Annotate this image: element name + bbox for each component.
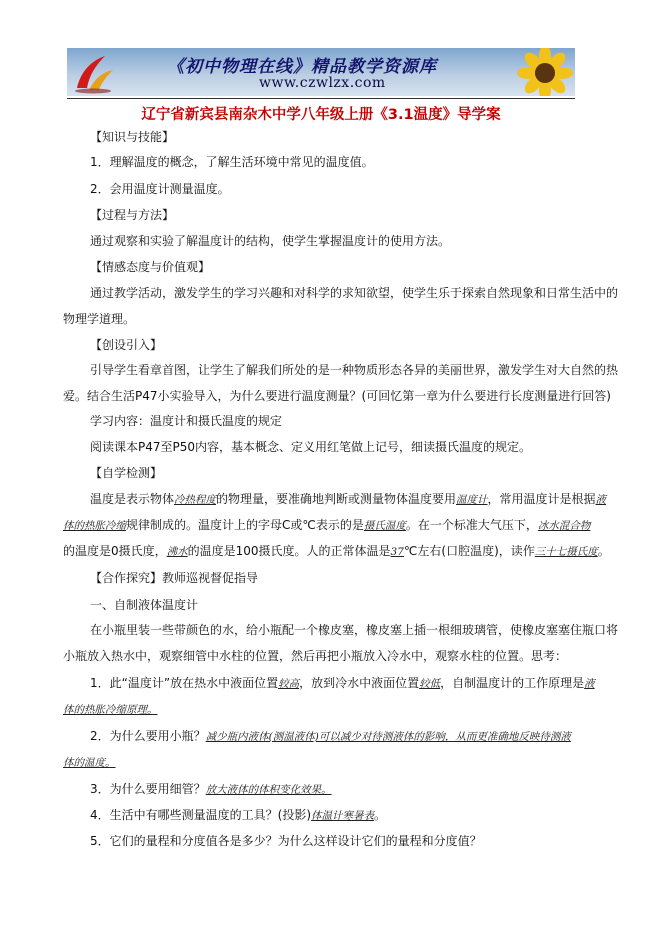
question-2-line-1 <box>90 728 571 745</box>
sunflower-icon <box>505 48 575 96</box>
intro-text-1: 引导学生看章首图，让学生了解我们所处的是一种物质形态各异的美丽世界，激发学生对大自然的热 <box>90 363 619 377</box>
selfcheck-text: 的温度是100摄氏度。人的正常体温是 <box>187 544 391 558</box>
selfcheck-text: ℃左右(口腔温度)，读作 <box>403 544 535 558</box>
selfcheck-line-2 <box>63 517 590 534</box>
section-heading-process: 【过程与方法】 <box>90 208 175 222</box>
handwritten-answer: 37 <box>390 546 404 558</box>
cooperate-text-2: 小瓶放入热水中，观察细管中水柱的位置，然后再把小瓶放入冷水中，观察水柱的位置。思考： <box>63 649 568 663</box>
selfcheck-text: 的温度是0摄氏度， <box>63 544 167 558</box>
selfcheck-text: 。 <box>597 544 610 558</box>
handwritten-answer: 体温计寒暑表 <box>311 810 374 822</box>
handwritten-answer: 冰水混合物 <box>537 520 591 532</box>
handwritten-answer: 体的热胀冷缩原理。 <box>63 704 158 716</box>
handwritten-answer: 温度计 <box>456 494 488 506</box>
selfcheck-line-3 <box>63 543 610 560</box>
cooperate-text-1: 在小瓶里装一些带颜色的水，给小瓶配一个橡皮塞，橡皮塞上插一根细玻璃管，使橡皮塞塞住瓶口将 <box>90 623 619 637</box>
handwritten-answer: 摄氏温度 <box>363 520 406 532</box>
question-text: 2．为什么要用小瓶？ <box>90 729 206 743</box>
question-text: 4．生活中有哪些测量温度的工具？(投影) <box>90 808 311 822</box>
intro-text-2: 爱。结合生活P47小实验导入，为什么要进行温度测量？(可回忆第一章为什么要进行长度测量进行回答) <box>63 389 611 403</box>
banner-url: www.czwlzx.com <box>259 75 386 91</box>
selfcheck-text: 的物理量，要准确地判断或测量物体温度要用 <box>216 492 457 506</box>
intro-text-4: 阅读课本P47至P50内容，基本概念、定义用红笔做上记号，细读摄氏温度的规定。 <box>90 440 532 454</box>
question-text: ，自制温度计的工作原理是 <box>440 676 585 690</box>
banner-slogan: 《初中物理在线》精品教学资源库 <box>167 57 437 77</box>
subsection-heading: 一、自制液体温度计 <box>90 598 199 612</box>
handwritten-answer: 体的温度。 <box>63 757 116 769</box>
question-1-line-1 <box>90 675 595 692</box>
header-banner <box>67 48 575 96</box>
process-text: 通过观察和实验了解温度计的结构，使学生掌握温度计的使用方法。 <box>90 234 451 248</box>
section-heading-cooperate: 【合作探究】教师巡视督促指导 <box>90 571 259 585</box>
selfcheck-text: ，常用温度计是根据 <box>487 492 596 506</box>
handwritten-answer: 三十七摄氏度 <box>534 546 598 558</box>
handwritten-answer: 体的热胀冷缩 <box>63 520 126 532</box>
selfcheck-line-1 <box>90 491 606 508</box>
selfcheck-text: 规律制成的。温度计上的字母C或℃表示的是 <box>126 518 364 532</box>
header-rule <box>67 98 575 99</box>
question-text: 3．为什么要用细管？ <box>90 782 206 796</box>
selfcheck-text: 温度是表示物体 <box>90 492 175 506</box>
question-2-line-2 <box>63 754 116 771</box>
page-title: 辽宁省新宾县南杂木中学八年级上册《3.1温度》导学案 <box>141 107 501 123</box>
knowledge-item-1: 1．理解温度的概念，了解生活环境中常见的温度值。 <box>90 155 374 169</box>
section-heading-intro: 【创设引入】 <box>90 338 163 352</box>
question-text: 。 <box>374 808 387 822</box>
question-4 <box>90 807 386 824</box>
logo-icon <box>71 52 117 94</box>
handwritten-answer: 冷热程度 <box>174 494 217 506</box>
intro-text-3: 学习内容：温度计和摄氏温度的规定 <box>90 414 283 428</box>
handwritten-answer: 液 <box>584 678 595 690</box>
knowledge-item-2: 2．会用温度计测量温度。 <box>90 182 230 196</box>
attitude-text-1: 通过教学活动，激发学生的学习兴趣和对科学的求知欲望，使学生乐于探索自然现象和日常生活中的 <box>90 286 619 300</box>
attitude-text-2: 物理学道理。 <box>63 312 136 326</box>
question-text: 1．此“温度计”放在热水中液面位置 <box>90 676 279 690</box>
section-heading-attitude: 【情感态度与价值观】 <box>90 260 211 274</box>
handwritten-answer: 减少瓶内液体(测温液体)可以减少对待测液体的影响，从而更准确地反映待测液 <box>205 731 571 743</box>
selfcheck-text: 。在一个标准大气压下， <box>405 518 538 532</box>
question-text: ，放到冷水中液面位置 <box>299 676 420 690</box>
handwritten-answer: 放大液体的体积变化效果。 <box>205 784 332 796</box>
handwritten-answer: 液 <box>595 494 607 506</box>
handwritten-answer: 较高 <box>278 678 300 690</box>
question-5: 5．它们的量程和分度值各是多少？为什么这样设计它们的量程和分度值？ <box>90 834 482 848</box>
question-1-line-2 <box>63 701 158 718</box>
handwritten-answer: 较低 <box>419 678 441 690</box>
section-heading-selfcheck: 【自学检测】 <box>90 466 163 480</box>
section-heading-knowledge: 【知识与技能】 <box>90 130 175 144</box>
question-3 <box>90 781 332 798</box>
handwritten-answer: 沸水 <box>166 546 188 558</box>
